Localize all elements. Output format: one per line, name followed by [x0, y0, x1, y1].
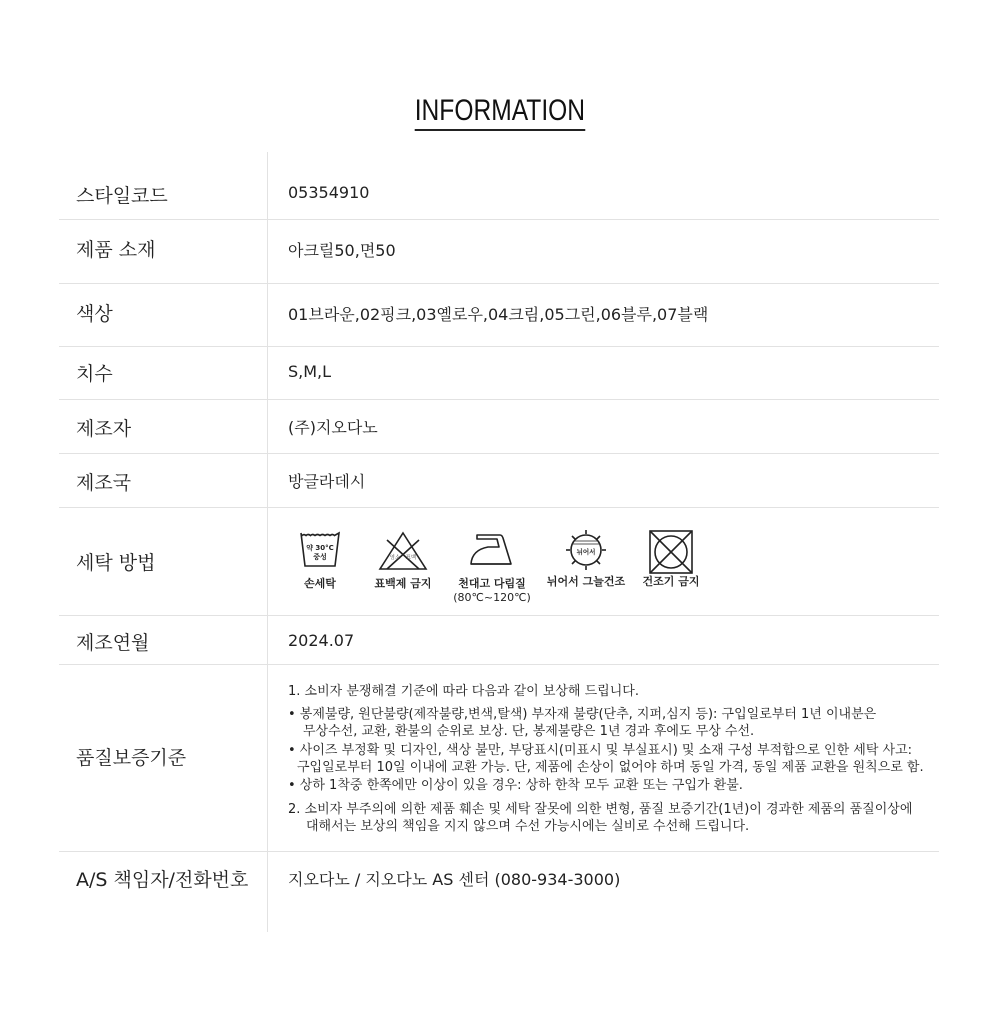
row-quality: [59, 665, 939, 852]
quality-line: 2. 소비자 부주의에 의한 제품 훼손 및 세탁 잘못에 의한 변형, 품질 보증기간(1년)이 경과한 제품의 품질이상에: [288, 802, 913, 817]
no-bleach-inner-a: 염소: [389, 555, 401, 561]
shade-dry-icon: [562, 528, 610, 572]
row-value: 05354910: [288, 183, 370, 202]
row-value: (주)지오다노: [288, 418, 378, 437]
quality-line: • 상하 1착중 한쪽에만 이상이 있을 경우: 상하 한착 모두 교환 또는 구입가 환불.: [288, 778, 743, 793]
row-value: 아크릴50,면50: [288, 241, 396, 260]
row-label: 색상: [76, 303, 113, 325]
quality-line: • 봉제불량, 원단불량(제작불량,변색,탈색) 부자재 불량(단추, 지퍼,심지 등): 구입일로부터 1년 이내분은: [288, 707, 877, 722]
row-value: 지오다노 / 지오다노 AS 센터 (080-934-3000): [288, 870, 621, 889]
hand-wash-note: 중성: [313, 553, 327, 561]
row-label: 제조국: [76, 472, 132, 494]
washing-icons: [288, 526, 718, 612]
row-label: A/S 책임자/전화번호: [76, 869, 249, 891]
row-washing: [59, 508, 939, 616]
hand-wash-caption: 손세탁: [304, 577, 336, 590]
iron-icon: [468, 530, 516, 570]
row-manufacture-date: [59, 616, 939, 665]
iron-temp-caption: (80℃~120℃): [453, 591, 531, 604]
row-label: 품질보증기준: [76, 747, 187, 769]
row-label: 치수: [76, 363, 113, 385]
no-bleach-inner-b: 표백: [405, 555, 417, 561]
no-tumble-dry-item: [636, 528, 706, 589]
row-maker: [59, 400, 939, 454]
hand-wash-icon: [298, 530, 342, 570]
quality-line: 무상수선, 교환, 환불의 순위로 보상. 단, 봉제불량은 1년 경과 후에도 무상 수선.: [303, 724, 755, 739]
iron-caption: 천대고 다림질: [458, 577, 526, 590]
shade-dry-inner: 뉘어서: [576, 548, 596, 556]
row-as-contact: [59, 852, 939, 932]
quality-line: 1. 소비자 분쟁해결 기준에 따라 다음과 같이 보상해 드립니다.: [288, 684, 639, 699]
row-value: 2024.07: [288, 631, 355, 650]
shade-dry-item: [542, 528, 630, 589]
row-size: [59, 347, 939, 400]
row-label: 제조자: [76, 418, 132, 440]
no-tumble-dry-caption: 건조기 금지: [642, 575, 700, 588]
no-bleach-caption: 표백제 금지: [374, 577, 432, 590]
hand-wash-item: [288, 530, 352, 591]
row-label: 제품 소재: [76, 239, 156, 261]
row-value: 방글라데시: [288, 472, 366, 491]
row-color: [59, 284, 939, 347]
hand-wash-temp: 약 30°C: [306, 544, 334, 552]
no-bleach-item: [366, 530, 440, 591]
row-value: S,M,L: [288, 362, 332, 381]
page-title-wrap: [0, 94, 1000, 131]
quality-line: 대해서는 보상의 책임을 지지 않으며 수선 가능시에는 실비로 수선해 드립니다.: [306, 819, 750, 834]
no-bleach-icon: [377, 530, 429, 572]
row-style-code: [59, 168, 939, 220]
shade-dry-caption: 뉘어서 그늘건조: [546, 575, 626, 588]
iron-item: [452, 530, 532, 605]
row-label: 세탁 방법: [76, 552, 156, 574]
quality-line: • 사이즈 부정확 및 디자인, 색상 불만, 부당표시(미표시 및 부실표시) 및 소재 구성 부적합으로 인한 세탁 사고:: [288, 743, 913, 758]
quality-line: 구입일로부터 10일 이내에 교환 가능. 단, 제품에 손상이 없어야 하며 동일 가격, 동일 제품 교환을 원칙으로 함.: [297, 760, 924, 775]
row-label: 제조연월: [76, 632, 150, 654]
page-title: INFORMATION: [415, 94, 585, 131]
row-country: [59, 454, 939, 508]
row-label: 스타일코드: [76, 185, 168, 207]
row-value: 01브라운,02핑크,03옐로우,04크림,05그린,06블루,07블랙: [288, 305, 709, 324]
row-material: [59, 220, 939, 284]
no-tumble-dry-icon: [647, 528, 695, 574]
